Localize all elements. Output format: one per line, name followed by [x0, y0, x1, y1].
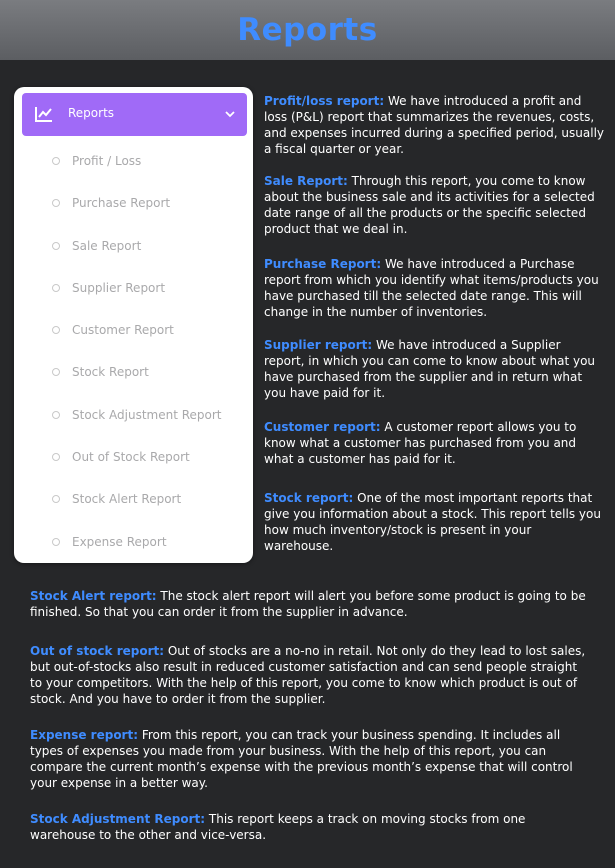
- description-term: Supplier report:: [264, 338, 373, 352]
- description-text: Through this report, you come to know about the business sale and its activities for a selected date range of all the products or the specific selected product that we deal in.: [264, 174, 595, 236]
- description-supplier-report: [264, 337, 604, 401]
- circle-bullet-icon: [52, 242, 60, 250]
- menu-item-expense-report[interactable]: [14, 522, 253, 564]
- description-text: This report keeps a track on moving stocks from one warehouse to the other and vice-versa.: [30, 812, 526, 842]
- description-expense-report: [30, 727, 590, 791]
- menu-item-label: Purchase Report: [72, 196, 171, 211]
- description-term: Profit/loss report:: [264, 94, 385, 108]
- description-sale-report: [264, 173, 604, 237]
- menu-item-label: Supplier Report: [72, 280, 166, 295]
- description-term: Expense report:: [30, 728, 139, 742]
- menu-item-label: Out of Stock Report: [72, 450, 190, 465]
- menu-item-customer-report[interactable]: [14, 310, 253, 352]
- description-text: From this report, you can track your business spending. It includes all types of expenses you made from your business. With the help of this report, you can compare the current month’s expense with the previous month’s expense that will control your expense in a better way.: [30, 728, 573, 790]
- menu-item-stock-alert-report[interactable]: [14, 479, 253, 521]
- menu-item-label: Stock Adjustment Report: [72, 407, 222, 422]
- menu-item-supplier-report[interactable]: [14, 268, 253, 310]
- circle-bullet-icon: [52, 411, 60, 419]
- menu-item-label: Stock Alert Report: [72, 492, 182, 507]
- description-text: A customer report allows you to know what a customer has purchased from you and what a customer has paid for it.: [264, 420, 577, 466]
- circle-bullet-icon: [52, 368, 60, 376]
- menu-item-label: Profit / Loss: [72, 154, 142, 168]
- description-out-of-stock-report: [30, 643, 590, 707]
- chevron-down-icon[interactable]: [224, 108, 236, 120]
- description-stock-adjustment-report: [30, 811, 590, 843]
- reports-menu-list: [14, 141, 253, 564]
- reports-menu-toggle[interactable]: [22, 93, 247, 136]
- circle-bullet-icon: [52, 284, 60, 292]
- menu-item-stock-report[interactable]: [14, 352, 253, 394]
- description-stock-report: [264, 490, 604, 554]
- description-text: The stock alert report will alert you before some product is going to be finished. So that you can order it from the supplier in advance.: [30, 589, 586, 619]
- menu-item-label: Stock Report: [72, 365, 149, 380]
- circle-bullet-icon: [52, 495, 60, 503]
- description-term: Customer report:: [264, 420, 381, 434]
- description-stock-alert-report: [30, 588, 590, 620]
- description-term: Stock report:: [264, 491, 354, 505]
- circle-bullet-icon: [52, 199, 60, 207]
- page-header: [0, 0, 615, 60]
- chart-icon: [35, 106, 53, 122]
- menu-item-out-of-stock-report[interactable]: [14, 437, 253, 479]
- description-customer-report: [264, 419, 604, 467]
- description-term: Out of stock report:: [30, 644, 165, 658]
- menu-item-label: Sale Report: [72, 238, 142, 253]
- description-profit-loss: [264, 93, 604, 157]
- reports-menu: [14, 87, 253, 563]
- circle-bullet-icon: [52, 157, 60, 165]
- menu-item-stock-adjustment-report[interactable]: [14, 395, 253, 437]
- menu-item-label: Expense Report: [72, 534, 167, 549]
- menu-item-profit-loss[interactable]: [14, 141, 253, 183]
- description-term: Sale Report:: [264, 174, 348, 188]
- description-text: We have introduced a Purchase report from which you identify what items/products you have purchased till the selected date range. This will change in the number of inventories.: [264, 257, 599, 319]
- circle-bullet-icon: [52, 326, 60, 334]
- description-text: Out of stocks are a no-no in retail. Not only do they lead to lost sales, but out-of-stocks also result in reduced customer satisfaction and can send people straight to your competitors. With the help of this report, you come to know which product is out of stock. And you have to order it from the supplier.: [30, 644, 586, 706]
- menu-item-purchase-report[interactable]: [14, 183, 253, 225]
- description-term: Purchase Report:: [264, 257, 382, 271]
- description-text: One of the most important reports that give you information about a stock. This report tells you how much inventory/stock is present in your warehouse.: [264, 491, 601, 553]
- circle-bullet-icon: [52, 538, 60, 546]
- description-term: Stock Adjustment Report:: [30, 812, 206, 826]
- description-text: We have introduced a profit and loss (P&L) report that summarizes the revenues, costs, and expenses incurred during a specified period, usually a fiscal quarter or year.: [264, 94, 605, 156]
- menu-item-label: Customer Report: [72, 323, 174, 338]
- menu-item-sale-report[interactable]: [14, 226, 253, 268]
- description-purchase-report: [264, 256, 604, 320]
- circle-bullet-icon: [52, 453, 60, 461]
- reports-menu-label: Reports: [68, 106, 115, 120]
- page-title: Reports: [237, 12, 378, 48]
- description-term: Stock Alert report:: [30, 589, 157, 603]
- description-text: We have introduced a Supplier report, in which you can come to know about what you have purchased from the supplier and in return what you have paid for it.: [264, 338, 596, 400]
